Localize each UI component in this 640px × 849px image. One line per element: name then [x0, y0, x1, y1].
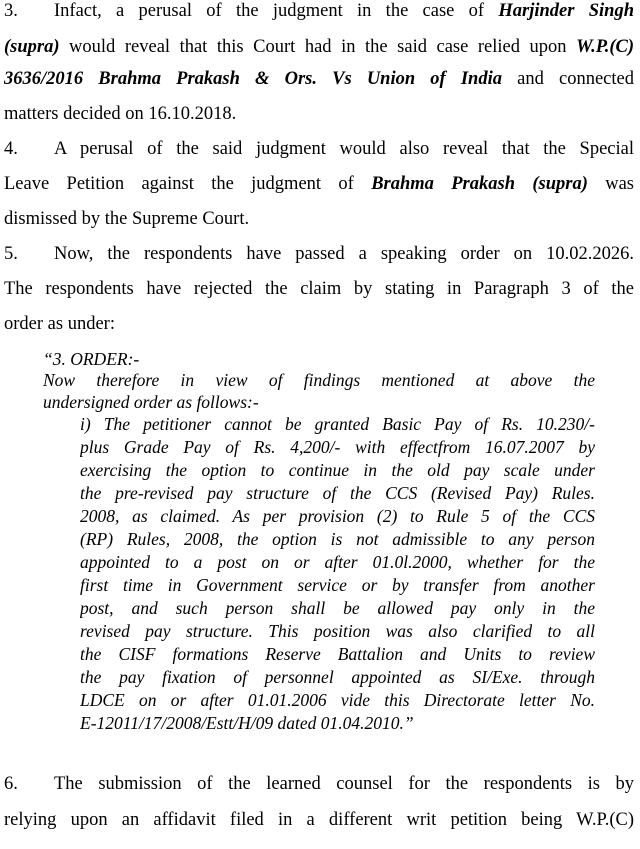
- para5-line1-text: Now, the respondents have passed a speaking order on 10.02.2026.: [54, 244, 634, 264]
- case-name-harjinder-singh: Harjinder Singh: [498, 1, 634, 21]
- quote-line-16: LDCE on or after 01.01.2006 vide this Directorate letter No.: [80, 690, 595, 710]
- quote-line-9: (RP) Rules, 2008, the option is not admissible to any person: [80, 529, 595, 549]
- para3-line3-text: and connected: [502, 69, 634, 89]
- supra-ref-1: (supra): [4, 37, 60, 57]
- quote-line-2: Now therefore in view of findings mentioned at above the: [43, 370, 595, 390]
- para3-line4: matters decided on 16.10.2018.: [4, 104, 237, 124]
- wp-citation: W.P.(C): [576, 37, 634, 57]
- para3-line2-text: would reveal that this Court had in the said case relied upon: [59, 37, 577, 57]
- quote-line-6: exercising the option to continue in the old pay scale under: [80, 460, 595, 480]
- quote-line-12: post, and such person shall be allowed pay only in the: [80, 598, 595, 618]
- para5-number: 5.: [4, 244, 18, 264]
- para3-line2: [4, 36, 634, 58]
- quote-line-14: the CISF formations Reserve Battalion and Units to review: [80, 644, 595, 664]
- para5-line3: order as under:: [4, 314, 115, 334]
- para6-line2: relying upon an affidavit filed in a different writ petition being W.P.(C): [4, 810, 634, 830]
- para3-line1-text: Infact, a perusal of the judgment in the case of: [54, 1, 499, 21]
- para4-line2-text-a: Leave Petition against the judgment of: [4, 174, 372, 194]
- para4-line2-text-c: was: [587, 174, 634, 194]
- para5-line2: The respondents have rejected the claim by stating in Paragraph 3 of the: [4, 279, 634, 299]
- para4-line2: [4, 173, 634, 195]
- para6-line1: [4, 773, 634, 795]
- quote-line-5: plus Grade Pay of Rs. 4,200/- with effectfrom 16.07.2007 by: [80, 437, 595, 457]
- quote-line-8: 2008, as claimed. As per provision (2) to Rule 5 of the CCS: [80, 506, 595, 526]
- para4-line1-text: A perusal of the said judgment would also reveal that the Special: [54, 139, 634, 159]
- para4-line1: [4, 138, 634, 160]
- para3-number: 3.: [4, 1, 18, 21]
- para3-line3: [4, 68, 634, 90]
- brahma-prakash-supra: Brahma Prakash (supra): [371, 174, 588, 194]
- para5-line1: [4, 243, 634, 265]
- quote-line-7: the pre-revised pay structure of the CCS (Revised Pay) Rules.: [80, 483, 595, 503]
- quote-line-15: the pay fixation of personnel appointed as SI/Exe. through: [80, 667, 595, 687]
- quote-line-3: undersigned order as follows:-: [43, 392, 259, 412]
- para6-number: 6.: [4, 774, 18, 794]
- quote-line-13: revised pay structure. This position was also clarified to all: [80, 621, 595, 641]
- para4-number: 4.: [4, 139, 18, 159]
- quote-line-4: i) The petitioner cannot be granted Basic Pay of Rs. 10.230/-: [80, 414, 595, 434]
- quote-line-11: first time in Government service or by transfer from another: [80, 575, 595, 595]
- case-name-brahma-prakash: 3636/2016 Brahma Prakash & Ors. Vs Union of India: [4, 69, 502, 89]
- quote-line-1: “3. ORDER:-: [43, 349, 140, 369]
- para6-line1-text: The submission of the learned counsel for the respondents is by: [54, 774, 634, 794]
- quote-line-17: E-12011/17/2008/Estt/H/09 dated 01.04.2010.”: [80, 713, 414, 733]
- quote-line-10: appointed to a post on or after 01.0l.2000, whether for the: [80, 552, 595, 572]
- para3-line1: [4, 0, 634, 22]
- para4-line3: dismissed by the Supreme Court.: [4, 209, 250, 229]
